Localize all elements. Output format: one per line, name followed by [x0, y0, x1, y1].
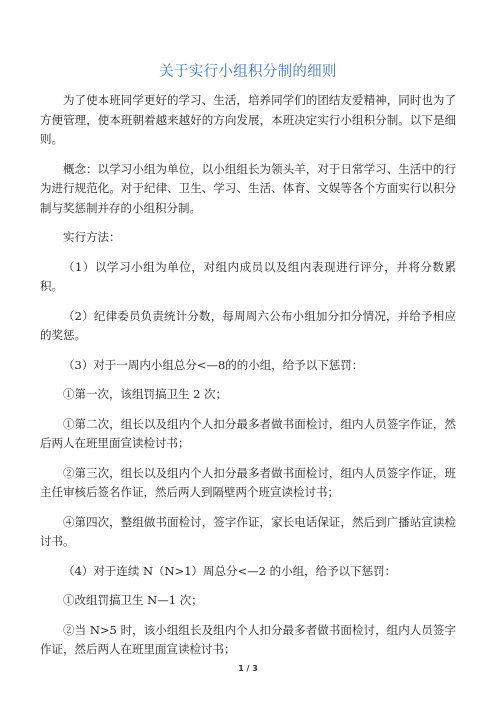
paragraph-rule-3: （3）对于一周内小组总分<—8的的小组，给予以下惩罚：: [63, 357, 364, 372]
paragraph-rule-2: （2）纪律委员负责统计分数，每周周六公布小组加分扣分情况，并给予相应的奖惩。: [40, 308, 456, 342]
paragraph-rule-4-item-2: ②当 N>5 时，该小组组长及组内个人扣分最多者做书面检讨，组内人员签字作证，然后两人在班里面宣读检讨书；: [40, 622, 456, 656]
paragraph-concept: 概念：以学习小组为单位，以小组组长为领头羊，对于日常学习、生活中的行为进行规范化。对于纪律、卫生、学习、生活、体育、文娱等各个方面实行以积分制与奖惩制并存的小组积分制。: [40, 161, 456, 215]
paragraph-method-heading: 实行方法：: [63, 230, 121, 244]
paragraph-rule-4-item-1: ①改组罚搞卫生 N—1 次；: [63, 593, 203, 607]
paragraph-rule-3-item-2: ①第二次，组长以及组内个人扣分最多者做书面检讨，组内人员签字作证，然后两人在班里面宣读检讨书；: [40, 416, 456, 450]
paragraph-rule-1: （1）以学习小组为单位，对组内成员以及组内表现进行评分，并将分数累积。: [40, 259, 456, 293]
paragraph-rule-3-item-1: ①第一次，该组罚搞卫生 2 次；: [63, 387, 228, 401]
paragraph-intro: 为了使本班同学更好的学习、生活，培养同学们的团结友爱精神，同时也为了方便管理，使本班朝着越来越好的方向发展，本班决定实行小组积分制。以下是细则。: [40, 93, 456, 146]
document-title: 关于实行小组积分制的细则: [159, 64, 337, 80]
paragraph-rule-4: （4）对于连续 N（N>1）周总分<—2 的小组，给予以下惩罚：: [63, 563, 397, 578]
paragraph-rule-3-item-3: ②第三次，组长以及组内个人扣分最多者做书面检讨，组内人员签字作证，班主任审核后签名作证，然后两人到隔壁两个班宣读检讨书；: [40, 465, 456, 499]
paragraph-rule-3-item-4: ④第四次，整组做书面检讨，签字作证，家长电话保证，然后到广播站宣读检讨书。: [40, 514, 456, 548]
page-indicator: 1 / 3: [238, 664, 258, 673]
document-body: [40, 91, 456, 670]
